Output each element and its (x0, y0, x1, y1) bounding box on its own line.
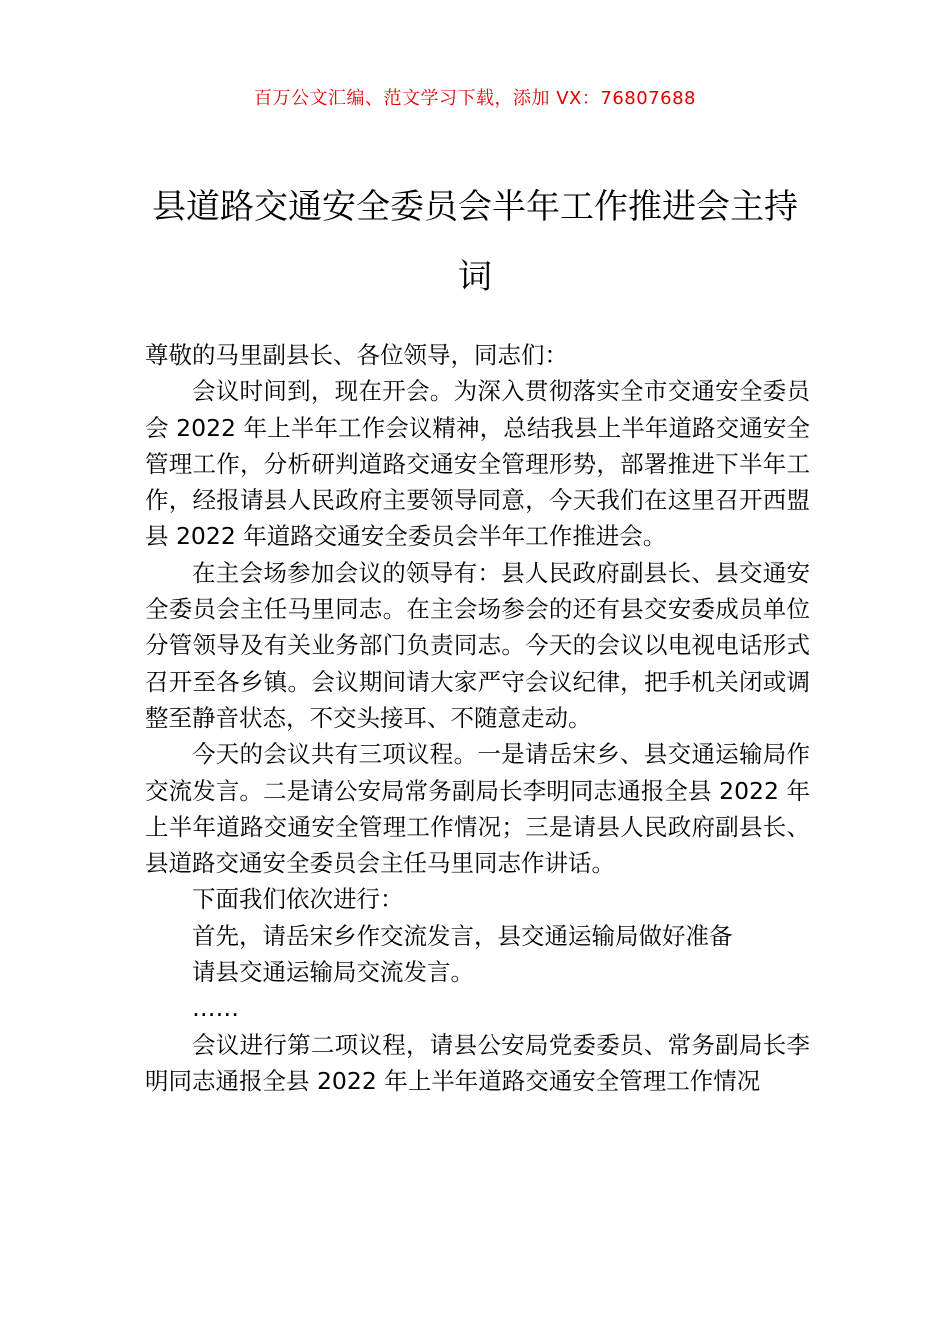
paragraph-first-item: 首先，请岳宋乡作交流发言，县交通运输局做好准备 (192, 921, 733, 950)
paragraph-opening: 会议时间到，现在开会。为深入贯彻落实全市交通安全委员会 2022 年上半年工作会议精神，总结我县上半年道路交通安全管理工作，分析研判道路交通安全管理形势，部署推进下半年工作，经报请县人民政府主要领导同意，今天我们在这里召开西盟县 2022 年道路交通安全委员会半年工作推进会。 (145, 377, 810, 551)
paragraph-next-speaker: 请县交通运输局交流发言。 (192, 958, 474, 987)
document-title: 县道路交通安全委员会半年工作推进会主持词 (152, 187, 798, 297)
ellipsis-line: …… (192, 994, 239, 1023)
paragraph-second-item: 会议进行第二项议程，请县公安局党委委员、常务副局长李明同志通报全县 2022 年上半年道路交通安全管理工作情况 (145, 1030, 810, 1095)
paragraph-agenda: 今天的会议共有三项议程。一是请岳宋乡、县交通运输局作交流发言。二是请公安局常务副局长李明同志通报全县 2022 年上半年道路交通安全管理工作情况；三是请县人民政府副县长、县道路交通安全委员会主任马里同志作讲话。 (145, 740, 810, 878)
paragraph-proceed: 下面我们依次进行： (192, 885, 404, 914)
document-body (145, 337, 810, 1099)
watermark-header: 百万公文汇编、范文学习下载，添加 VX：76807688 (254, 88, 696, 109)
salutation: 尊敬的马里副县长、各位领导，同志们： (145, 341, 568, 369)
paragraph-attendees: 在主会场参加会议的领导有：县人民政府副县长、县交通安全委员会主任马里同志。在主会场参会的还有县交安委成员单位分管领导及有关业务部门负责同志。今天的会议以电视电话形式召开至各乡镇。会议期间请大家严守会议纪律，把手机关闭或调整至静音状态，不交头接耳、不随意走动。 (145, 558, 810, 732)
